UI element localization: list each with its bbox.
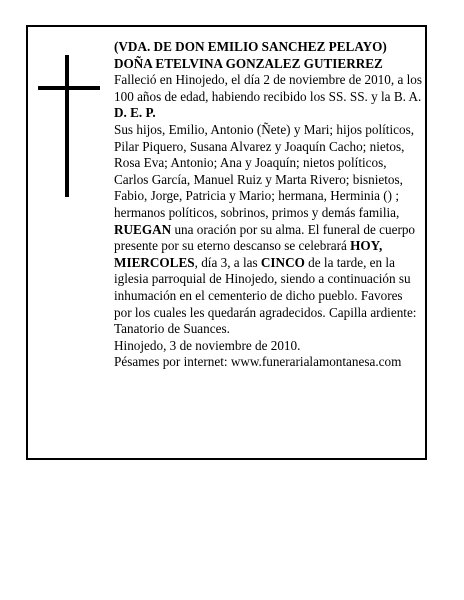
- family-list: Sus hijos, Emilio, Antonio (Ñete) y Mari; hijos políticos, Pilar Piquero, Susana Alvarez y Joaquín Cacho; nietos, Rosa Eva; Antonio; Ana y Joaquín; nietos políticos, Carlos García, Manuel Ruiz y Marta Rivero; bisnietos, Fabio, Jorge, Patricia y Mario; hermana, Herminia () ; hermanos políticos, sobrinos, primos y demás familia,: [114, 121, 415, 220]
- obituary-text: [114, 39, 422, 371]
- condolences-line: Pésames por internet: www.funerarialamontanesa.com: [114, 354, 402, 370]
- ruegan-label: RUEGAN: [114, 221, 172, 237]
- cross-vertical-bar: [65, 55, 69, 197]
- cross-icon: [38, 55, 100, 197]
- funeral-hour: CINCO: [260, 254, 305, 270]
- funeral-day: HOY, MIERCOLES: [114, 238, 383, 270]
- death-announcement: Falleció en Hinojedo, el día 2 de noviembre de 2010, a los 100 años de edad, habiendo recibido los SS. SS. y la B. A.: [114, 72, 422, 104]
- funeral-paragraph: [114, 222, 422, 338]
- dep-abbreviation: D. E. P.: [114, 105, 156, 121]
- widow-heading: (VDA. DE DON EMILIO SANCHEZ PELAYO): [114, 39, 387, 54]
- funeral-date-text: , día 3, a las: [194, 254, 261, 270]
- ruegan-text: una oración por su alma. El funeral de cuerpo presente por su eterno descanso se celebrará: [114, 221, 416, 254]
- cross-horizontal-bar: [38, 86, 100, 90]
- funeral-service-text: de la tarde, en la iglesia parroquial de Hinojedo, siendo a continuación su inhumación en el cementerio de dicho pueblo. Favores por los cuales les quedarán agradecidos. Capilla ardiente: Tanatorio de Suances.: [114, 254, 417, 337]
- obituary-notice: [26, 25, 427, 460]
- deceased-name: DOÑA ETELVINA GONZALEZ GUTIERREZ: [114, 55, 383, 71]
- place-and-date: Hinojedo, 3 de noviembre de 2010.: [114, 337, 301, 353]
